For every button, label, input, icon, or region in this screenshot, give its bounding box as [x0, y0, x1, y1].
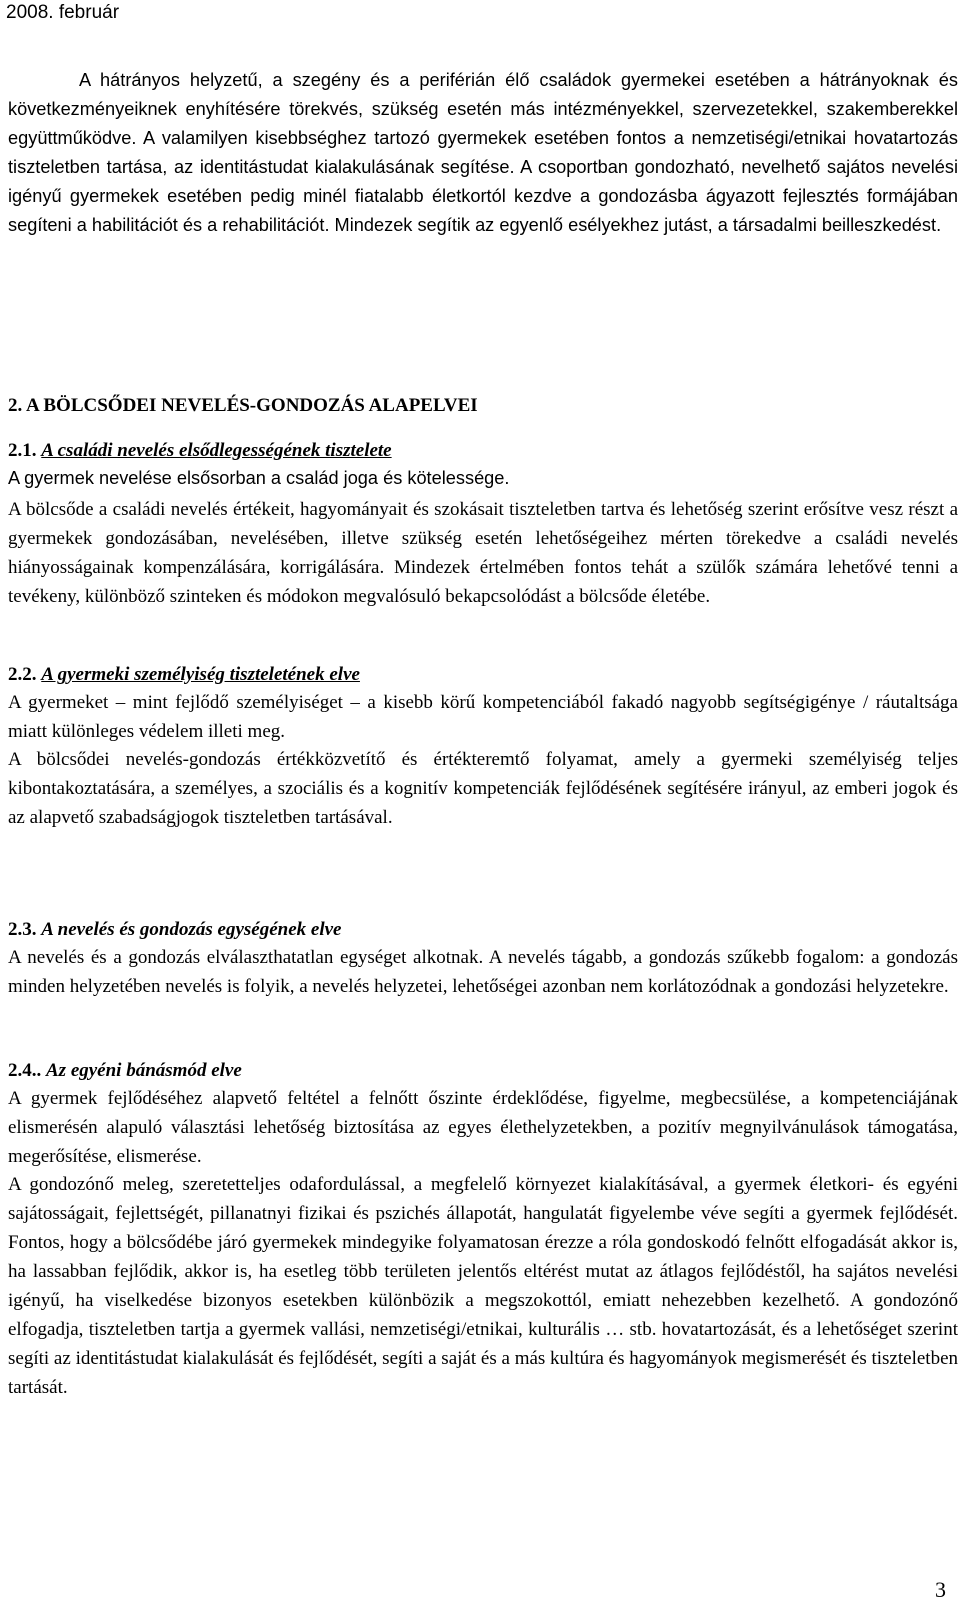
section-number: 2.1. [8, 440, 37, 461]
section-paragraph: A gyermek fejlődéséhez alapvető feltétel a felnőtt őszinte érdeklődése, figyelme, megbecsülése, a kompetenciájának elismerésén alapuló választási lehetőség biztosítása az egyes élethelyzetekben, a pozitív megnyilvánulások támogatása, megerősítése, elismerése. [8, 1088, 958, 1167]
section-heading-2-4 [8, 1057, 242, 1084]
section-paragraph: A bölcsőde a családi nevelés értékeit, hagyományait és szokásait tiszteletben tartva és lehetőség szerint erősítve vesz részt a gyermekek gondozásában, nevelésében, illetve szükség esetén lehetőségeihez mérten törekedve a családi nevelés hiányosságainak kompenzálására, korrigálására. Mindezek értelmében fontos tehát a szülők számára lehetővé tenni a tevékeny, különböző szinteken és módokon megvalósuló bekapcsolódást a bölcsőde életébe. [8, 499, 958, 607]
section-title: A családi nevelés elsődlegességének tisztelete [41, 440, 392, 461]
intro-paragraph: A hátrányos helyzetű, a szegény és a periférián élő családok gyermekei esetében a hátrányoknak és következményeiknek enyhítésére törekvés, szükség esetén más intézményekkel, szervezetekkel, szakemberekkel együttműködve. A valamilyen kisebbséghez tartozó gyermekek esetében fontos a nemzetiségi/etnikai hovatartozás tiszteletben tartása, az identitástudat kialakulásának segítése. A csoportban gondozható, nevelhető sajátos nevelési igényű gyermekek esetében pedig minél fiatalabb életkortól kezdve a gondozásba ágyazott fejlesztés formájában segíteni a habilitációt és a rehabilitációt. Mindezek segítik az egyenlő esélyekhez jutást, a társadalmi beilleszkedést. [8, 70, 958, 235]
section-heading-2-2 [8, 661, 360, 688]
section-title: A nevelés és gondozás egységének elve [41, 919, 342, 940]
section-lead: A gyermek nevelése elsősorban a család joga és kötelessége. [8, 468, 510, 488]
section-number: 2.2. [8, 664, 37, 685]
section-title: Az egyéni bánásmód elve [46, 1060, 242, 1081]
section-heading-2-3 [8, 916, 341, 943]
section-paragraph: A bölcsődei nevelés-gondozás értékközvetítő és értékteremtő folyamat, amely a gyermeki személyiség teljes kibontakoztatására, a személyes, a szociális és a kognitív kompetenciák fejlődésének segítésére irányul, az emberi jogok és az alapvető szabadságjogok tiszteletben tartásával. [8, 749, 958, 828]
page-header-date: 2008. február [6, 2, 120, 23]
section-title: A gyermeki személyiség tiszteletének elve [41, 664, 360, 685]
section-paragraph: A gondozónő meleg, szeretetteljes odafordulással, a megfelelő környezet kialakításával, a gyermek életkori- és egyéni sajátosságait, fejlettségét, pillanatnyi fizikai és pszichés állapotát, hangulatát figyelembe véve segíti a gyermek fejlődését. Fontos, hogy a bölcsődébe járó gyermekek mindegyike folyamatosan érezze a róla gondoskodó felnőtt elfogadását akkor is, ha lassabban fejlődik, akkor is, ha esetleg több területen jelentős eltérést mutat az átlagos fejlődéstől, ha sajátos nevelési igényű, ha viselkedése bizonyos esetekben különbözik a megszokottól, emiatt nehezebben kezelhető. A gondozónő elfogadja, tiszteletben tartja a gyermek vallási, nemzetiségi/etnikai, kulturális … stb. hovatartozását, és a lehetőséget szerint segíti az identitástudat kialakulását és fejlődését, segíti a saját és a más kultúra és hagyományok megismerését és tiszteletben tartását. [8, 1174, 958, 1398]
section-number: 2.4.. [8, 1060, 42, 1081]
page-number: 3 [935, 1577, 946, 1602]
section-number: 2.3. [8, 919, 37, 940]
section-paragraph: A nevelés és a gondozás elválaszthatatlan egységet alkotnak. A nevelés tágabb, a gondozás szűkebb fogalom: a gondozás minden helyzetében nevelés is folyik, a nevelés helyzetei, lehetőségei azonban nem korlátozódnak a gondozási helyzetekre. [8, 947, 958, 997]
main-heading: 2. A BÖLCSŐDEI NEVELÉS-GONDOZÁS ALAPELVEI [8, 395, 478, 416]
section-paragraph: A gyermeket – mint fejlődő személyiséget – a kisebb körű kompetenciából fakadó nagyobb segítségigénye / ráutaltsága miatt különleges védelem illeti meg. [8, 692, 958, 742]
section-heading-2-1 [8, 437, 392, 464]
